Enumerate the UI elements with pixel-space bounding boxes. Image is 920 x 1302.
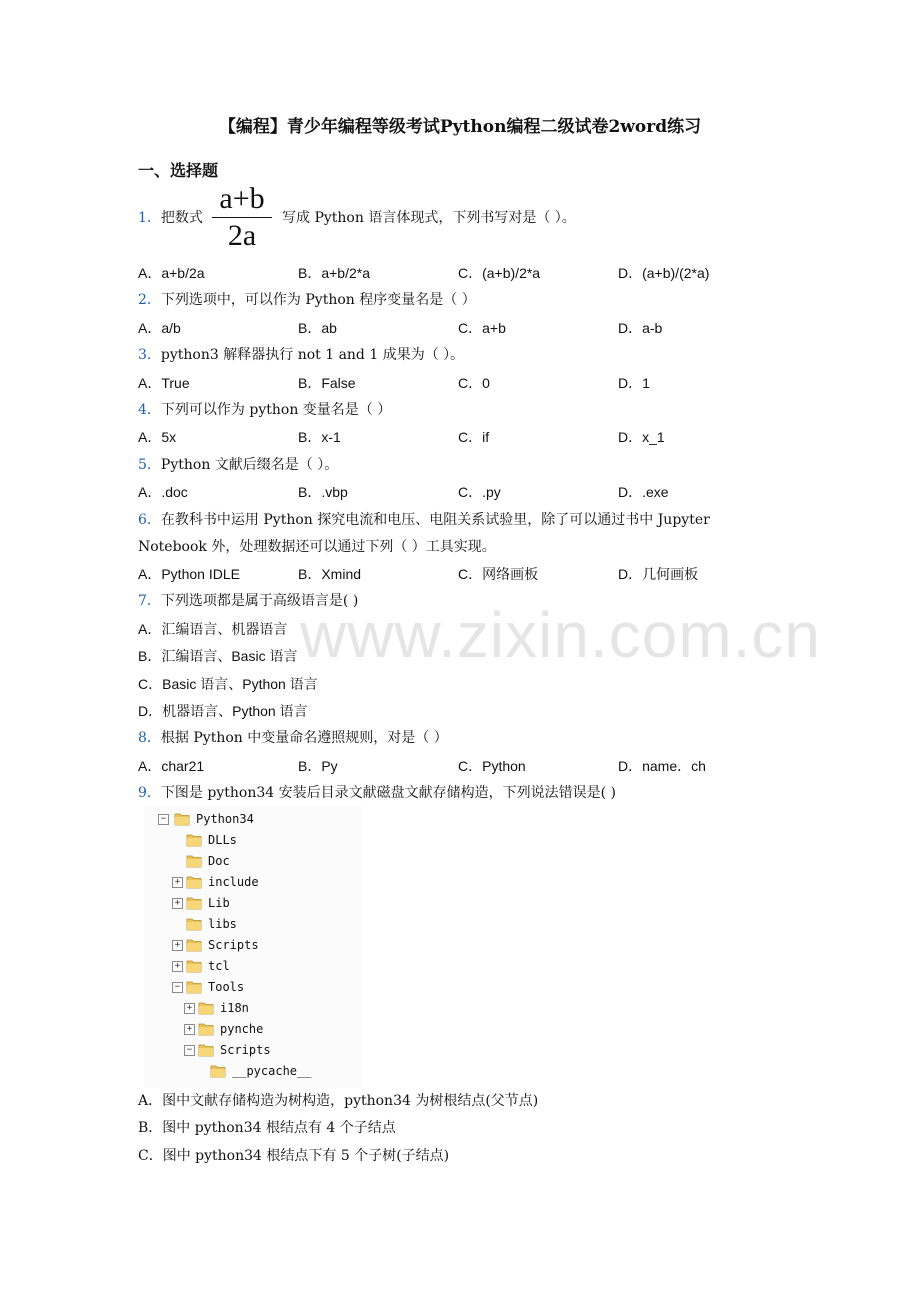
option-b: B．x-1 (298, 429, 341, 445)
question-number: 6． (138, 512, 161, 528)
question-number: 3． (138, 347, 161, 363)
question-number: 9． (138, 785, 161, 801)
question-number: 1． (138, 210, 161, 226)
question-1-suffix: 写成 Python 语言体现式，下列书写对是（ ）。 (282, 210, 576, 226)
folder-icon (198, 1021, 214, 1036)
option-d: D．机器语言、Python 语言 (138, 703, 308, 719)
option-d: D．a-b (618, 320, 663, 336)
folder-icon (186, 937, 202, 952)
question-2-options (138, 318, 758, 338)
question-6-continued: Notebook 外，处理数据还可以通过下列（ ）工具实现。 (138, 539, 496, 555)
folder-icon (186, 895, 202, 910)
option-c: C．Basic 语言、Python 语言 (138, 676, 318, 692)
question-number: 8． (138, 730, 161, 746)
collapse-icon: − (158, 814, 169, 825)
option-a: A．汇编语言、机器语言 (138, 621, 288, 637)
option-d: D．(a+b)/(2*a) (618, 265, 710, 281)
option-a: A．Python IDLE (138, 566, 240, 582)
question-5-options (138, 482, 758, 502)
folder-icon (186, 874, 202, 889)
folder-icon (186, 916, 202, 931)
option-a: A．a/b (138, 320, 181, 336)
option-b: B．Py (298, 758, 338, 774)
option-c: C．Python (458, 758, 526, 774)
folder-icon (186, 832, 202, 847)
collapse-icon: − (172, 982, 183, 993)
question-7: 7．下列选项都是属于高级语言是( ) (138, 593, 359, 609)
question-4-options (138, 427, 758, 447)
option-c: C．(a+b)/2*a (458, 265, 541, 281)
expand-icon: + (172, 940, 183, 951)
question-8: 8．根据 Python 中变量命名遵照规则，对是（ ） (138, 730, 448, 746)
option-c: C．0 (458, 375, 490, 391)
question-number: 4． (138, 402, 161, 418)
option-b: B．ab (298, 320, 337, 336)
question-3: 3．python3 解释器执行 not 1 and 1 成果为（ ）。 (138, 347, 465, 363)
section-heading: 一、选择题 (138, 161, 219, 180)
option-d: D．.exe (618, 484, 669, 500)
folder-tree: − Python34 DLLs Doc + include + Lib libs + Scripts + tcl − Tools + i18n + pynche − Scripts __pycache__ (144, 806, 362, 1088)
folder-icon (186, 853, 202, 868)
fraction-formula: $\frac{a+b}{2a}$ (212, 184, 272, 251)
question-6-options (138, 564, 758, 584)
question-1-options (138, 263, 758, 283)
expand-icon: + (172, 961, 183, 972)
folder-icon (186, 979, 202, 994)
option-a: A．.doc (138, 484, 188, 500)
folder-icon (198, 1000, 214, 1015)
question-number: 7． (138, 593, 161, 609)
expand-icon: + (172, 898, 183, 909)
question-1: 1．把数式 (138, 210, 203, 226)
collapse-icon: − (184, 1045, 195, 1056)
question-4: 4．下列可以作为 python 变量名是（ ） (138, 402, 392, 418)
folder-icon (186, 958, 202, 973)
option-d: D．name．ch (618, 758, 706, 774)
question-6: 6．在教科书中运用 Python 探究电流和电压、电阻关系试验里，除了可以通过书中 Jupyter (138, 512, 710, 528)
option-b: B．False (298, 375, 356, 391)
folder-icon (210, 1063, 226, 1078)
option-c: C．if (458, 429, 490, 445)
folder-icon (198, 1042, 214, 1057)
option-a: A．True (138, 375, 190, 391)
question-2: 2．下列选项中，可以作为 Python 程序变量名是（ ） (138, 292, 476, 308)
option-b: B．Xmind (298, 566, 362, 582)
option-a: A．char21 (138, 758, 205, 774)
option-b: B．图中 python34 根结点有 4 个子结点 (138, 1120, 396, 1136)
option-a: A．a+b/2a (138, 265, 205, 281)
option-c: C．a+b (458, 320, 506, 336)
option-c: C．.py (458, 484, 501, 500)
option-a: A．图中文献存储构造为树构造，python34 为树根结点(父节点) (138, 1093, 539, 1109)
option-d: D．几何画板 (618, 566, 699, 582)
option-d: D．x_1 (618, 429, 665, 445)
folder-icon (174, 811, 190, 826)
option-c: C．图中 python34 根结点下有 5 个子树(子结点) (138, 1148, 450, 1164)
question-3-options (138, 373, 758, 393)
option-b: B．.vbp (298, 484, 348, 500)
option-c: C．网络画板 (458, 566, 539, 582)
option-d: D．1 (618, 375, 650, 391)
question-number: 5． (138, 457, 161, 473)
question-9: 9．下图是 python34 安装后目录文献磁盘文献存储构造，下列说法错误是( ) (138, 785, 616, 801)
document-title: 【编程】青少年编程等级考试Python编程二级试卷2word练习 (218, 117, 702, 137)
question-5: 5．Python 文献后缀名是（ ）。 (138, 457, 339, 473)
option-b: B．a+b/2*a (298, 265, 370, 281)
question-number: 2． (138, 292, 161, 308)
expand-icon: + (172, 877, 183, 888)
watermark: www.zixin.com.cn (300, 599, 821, 671)
expand-icon: + (184, 1024, 195, 1035)
question-8-options (138, 756, 758, 776)
expand-icon: + (184, 1003, 195, 1014)
option-a: A．5x (138, 429, 177, 445)
option-b: B．汇编语言、Basic 语言 (138, 648, 298, 664)
